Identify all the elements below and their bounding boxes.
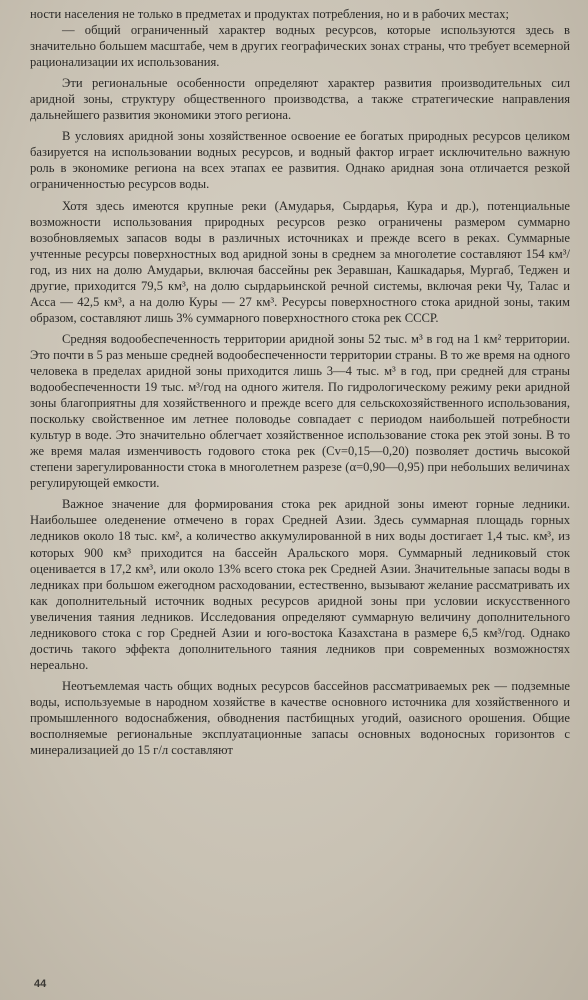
paragraph-water-limits: — общий ограниченный характер водных ресурсов, которые используются здесь в значительно большем масштабе, чем в других географических зонах страны, что требует всемерной рационализации их использования. (30, 23, 570, 70)
paragraph-water-supply: Средняя водообеспеченность территории аридной зоны 52 тыс. м³ в год на 1 км² территории. Это почти в 5 раз меньше средней водообеспеченности территории страны. В то же время на одного человека в пределах аридной зоны приходится лишь 3—4 тыс. м³ в год, при средней для страны водообеспеченности 19 тыс. м³/год на одного жителя. По гидрологическому режиму реки аридной зоны благоприятны для хозяйственного и прежде всего для сельскохозяйственного использования, поскольку свойственное им летнее половодье совпадает с периодом наибольшей потребности культур в воде. Это значительно облегчает хозяйственное использование стока рек этой зоны. В то же время малая изменчивость годового стока рек (Cv=0,15—0,20) позволяет достичь высокой степени зарегулированности стока в многолетнем разрезе (α=0,90—0,95) при небольших величинах регулирующей емкости. (30, 331, 571, 491)
page-number: 44 (34, 978, 47, 990)
paragraph-glaciers: Важное значение для формирования стока рек аридной зоны имеют горные ледники. Наибольшее оледенение отмечено в горах Средней Азии. Здесь суммарная площадь горных ледников около 18 тыс. км², а количество аккумулированной в них воды достигает 1,4 тыс. км³, из которых 900 км³ приходится на бассейн Аральского моря. Суммарный ледниковый сток оценивается в 17,2 км³, или около 13% всего стока рек Средней Азии. Значительные запасы воды в ледниках при большом ежегодном расходовании, естественно, вызывают желание рассматривать их как дополнительный источник водных ресурсов аридной зоны при условии искусственного увеличения таяния ледников. Исследования определяют суммарную величину дополнительного ледникового стока с гор Средней Азии и юго-востока Казахстана в размере 6,5 км³/год. Однако достичь такого эффекта дополнительного таяния ледников при современных возможностях нереально. (30, 497, 570, 672)
paragraph-large-rivers: Хотя здесь имеются крупные реки (Амударья, Сырдарья, Кура и др.), потенциальные возможности использования природных ресурсов резко ограничены размером суммарно возобновляемых запасов воды в различных источниках и прежде всего в реках. Суммарные учтенные ресурсы поверхностных вод аридной зоны в среднем за многолетие составляют 154 км³/год, из них на долю Амударьи, включая бассейны рек Зеравшан, Кашкадарья, Мургаб, Теджен и другие, приходится 79,5 км³, на долю сырдарьинской речной системы, включая реки Чу, Талас и Асса — 42,5 км³, а на долю Куры — 27 км³. Ресурсы поверхностного стока аридной зоны, таким образом, составляют лишь 3% суммарного поверхностного стока рек СССР. (30, 198, 570, 325)
body-text (30, 6, 570, 758)
paragraph-arid-conditions: В условиях аридной зоны хозяйственное освоение ее богатых природных ресурсов целиком базируется на использовании водных ресурсов, и водный фактор играет исключительно важную роль в экономике региона на всех этапах ее развития. Однако аридная зона отличается резкой ограниченностью ресурсов воды. (30, 129, 570, 192)
paragraph-groundwater: Неотъемлемая часть общих водных ресурсов бассейнов рассматриваемых рек — подземные воды, используемые в народном хозяйстве в качестве основного источника для хозяйственного и промышленного водоснабжения, обводнения пастбищных угодий, оазисного орошения. Общие восполняемые региональные эксплуатационные запасы основных водоносных горизонтов с минерализацией до 15 г/л составляют (30, 678, 570, 758)
paragraph-regional-features: Эти региональные особенности определяют характер развития производительных сил аридной зоны, структуру общественного производства, а также стратегические направления дальнейшего развития экономики этого региона. (30, 76, 570, 123)
paragraph-continued: ности населения не только в предметах и продуктах потребления, но и в рабочих местах; (30, 7, 510, 21)
